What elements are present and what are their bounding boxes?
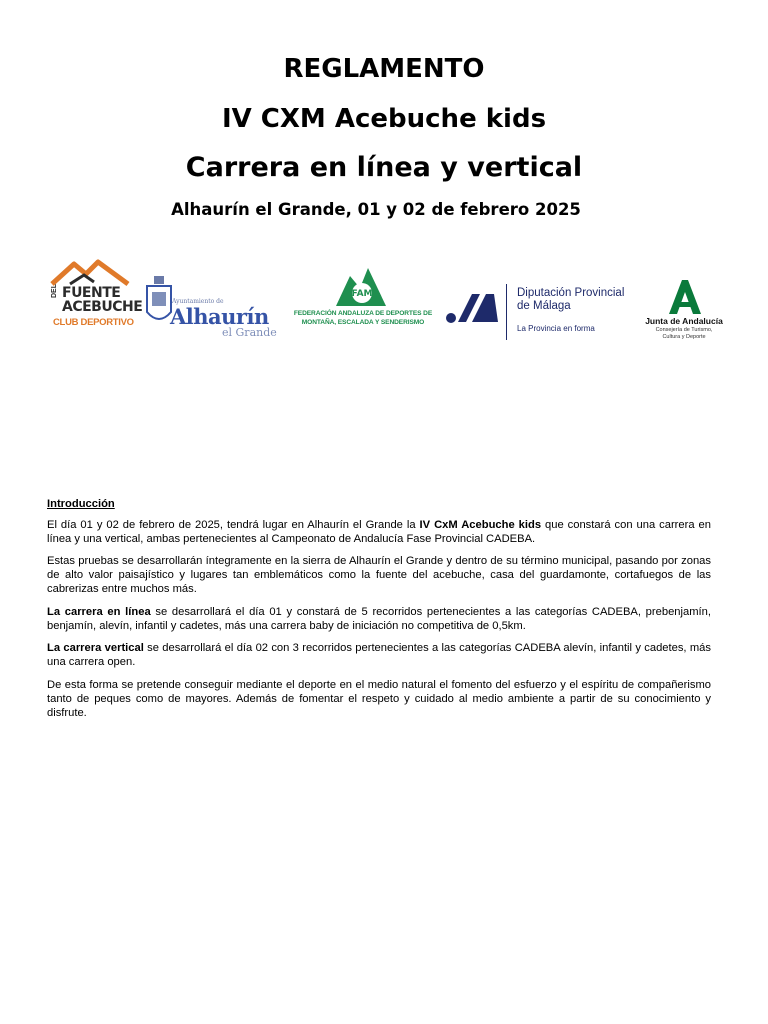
diputacion-name-line2: de Málaga xyxy=(517,300,571,312)
p1-event-name: IV CxM Acebuche kids xyxy=(419,518,542,531)
fam-line1: FEDERACIÓN ANDALUZA DE DEPORTES DE xyxy=(293,310,433,317)
junta-logo xyxy=(636,280,732,346)
diputacion-mark-icon xyxy=(442,290,502,330)
fam-line2: MONTAÑA, ESCALADA Y SENDERISMO xyxy=(301,319,425,326)
fuente-line1: FUENTE xyxy=(62,285,121,301)
introduction-section xyxy=(47,498,711,729)
location-date: Alhaurín el Grande, 01 y 02 de febrero 2025 xyxy=(171,200,581,219)
p3-race-name: La carrera en línea xyxy=(47,605,151,618)
p4-race-name: La carrera vertical xyxy=(47,642,144,655)
diputacion-name xyxy=(517,287,624,313)
ayuntamiento-small: Ayuntamiento de xyxy=(172,298,224,305)
junta-department-line1: Consejería de Turismo, xyxy=(655,327,713,333)
p3-text: se desarrollará el día 01 y constará de 5 recorridos pertenecientes a las categorías CADEBA, prebenjamín, benjamín, alevín, infantil y cadetes, más una carrera baby de iniciación no competitiva de 0,5km. xyxy=(47,605,711,632)
paragraph-3 xyxy=(47,606,711,634)
junta-name: Junta de Andalucía xyxy=(645,316,723,326)
paragraph-1 xyxy=(47,519,711,547)
diputacion-tagline: La Provincia en forma xyxy=(517,324,595,333)
fam-mountain-icon xyxy=(290,266,436,308)
fuente-club: CLUB DEPORTIVO xyxy=(53,317,134,328)
fam-badge: FAM xyxy=(351,289,373,299)
fuente-line2: ACEBUCHE xyxy=(62,299,143,315)
paragraph-4 xyxy=(47,642,711,670)
diputacion-name-line1: Diputación Provincial xyxy=(517,287,625,299)
sponsor-logos xyxy=(44,256,734,346)
event-subtitle: Carrera en línea y vertical xyxy=(185,152,583,183)
junta-department xyxy=(636,327,732,341)
document-title: REGLAMENTO xyxy=(283,54,485,84)
ayuntamiento-logo xyxy=(144,270,277,339)
junta-department-line2: Cultura y Deporte xyxy=(662,334,706,340)
ayuntamiento-name: Alhaurín xyxy=(170,304,269,329)
junta-a-icon xyxy=(636,280,732,316)
p1-text-c: que constará con una carrera en línea y una vertical, ambas pertenecientes al Campeonato de Andalucía Fase Provincial CADEBA. xyxy=(47,518,711,545)
mountain-icon xyxy=(48,258,132,288)
diputacion-logo xyxy=(442,284,632,344)
fam-logo xyxy=(290,266,436,332)
fuente-acebuche-logo xyxy=(48,258,143,334)
ayuntamiento-sub: el Grande xyxy=(222,326,277,339)
paragraph-5: De esta forma se pretende conseguir mediante el deporte en el medio natural el fomento del esfuerzo y el espíritu de compañerismo tanto de peques como de mayores. Además de fomentar el respeto y cuidado al medio ambiente a partir de su conocimiento y disfrute. xyxy=(47,678,711,719)
event-name: IV CXM Acebuche kids xyxy=(221,104,547,134)
fuente-del: DEL xyxy=(51,284,58,298)
p4-text: se desarrollará el día 02 con 3 recorridos pertenecientes a las categorías CADEBA alevín, infantil y cadetes, más una carrera open. xyxy=(47,642,711,669)
p1-text-a: El día 01 y 02 de febrero de 2025, tendrá lugar en Alhaurín el Grande la xyxy=(47,518,420,531)
section-heading: Introducción xyxy=(47,498,115,510)
paragraph-2: Estas pruebas se desarrollarán íntegramente en la sierra de Alhaurín el Grande y dentro de su término municipal, pasando por zonas de alto valor paisajístico y lugares tan emblemáticos como la fuente del acebuche, casa del guardamonte, cortafuegos de las cabrerizas entre muchos más. xyxy=(47,555,711,595)
diputacion-divider xyxy=(506,284,507,340)
